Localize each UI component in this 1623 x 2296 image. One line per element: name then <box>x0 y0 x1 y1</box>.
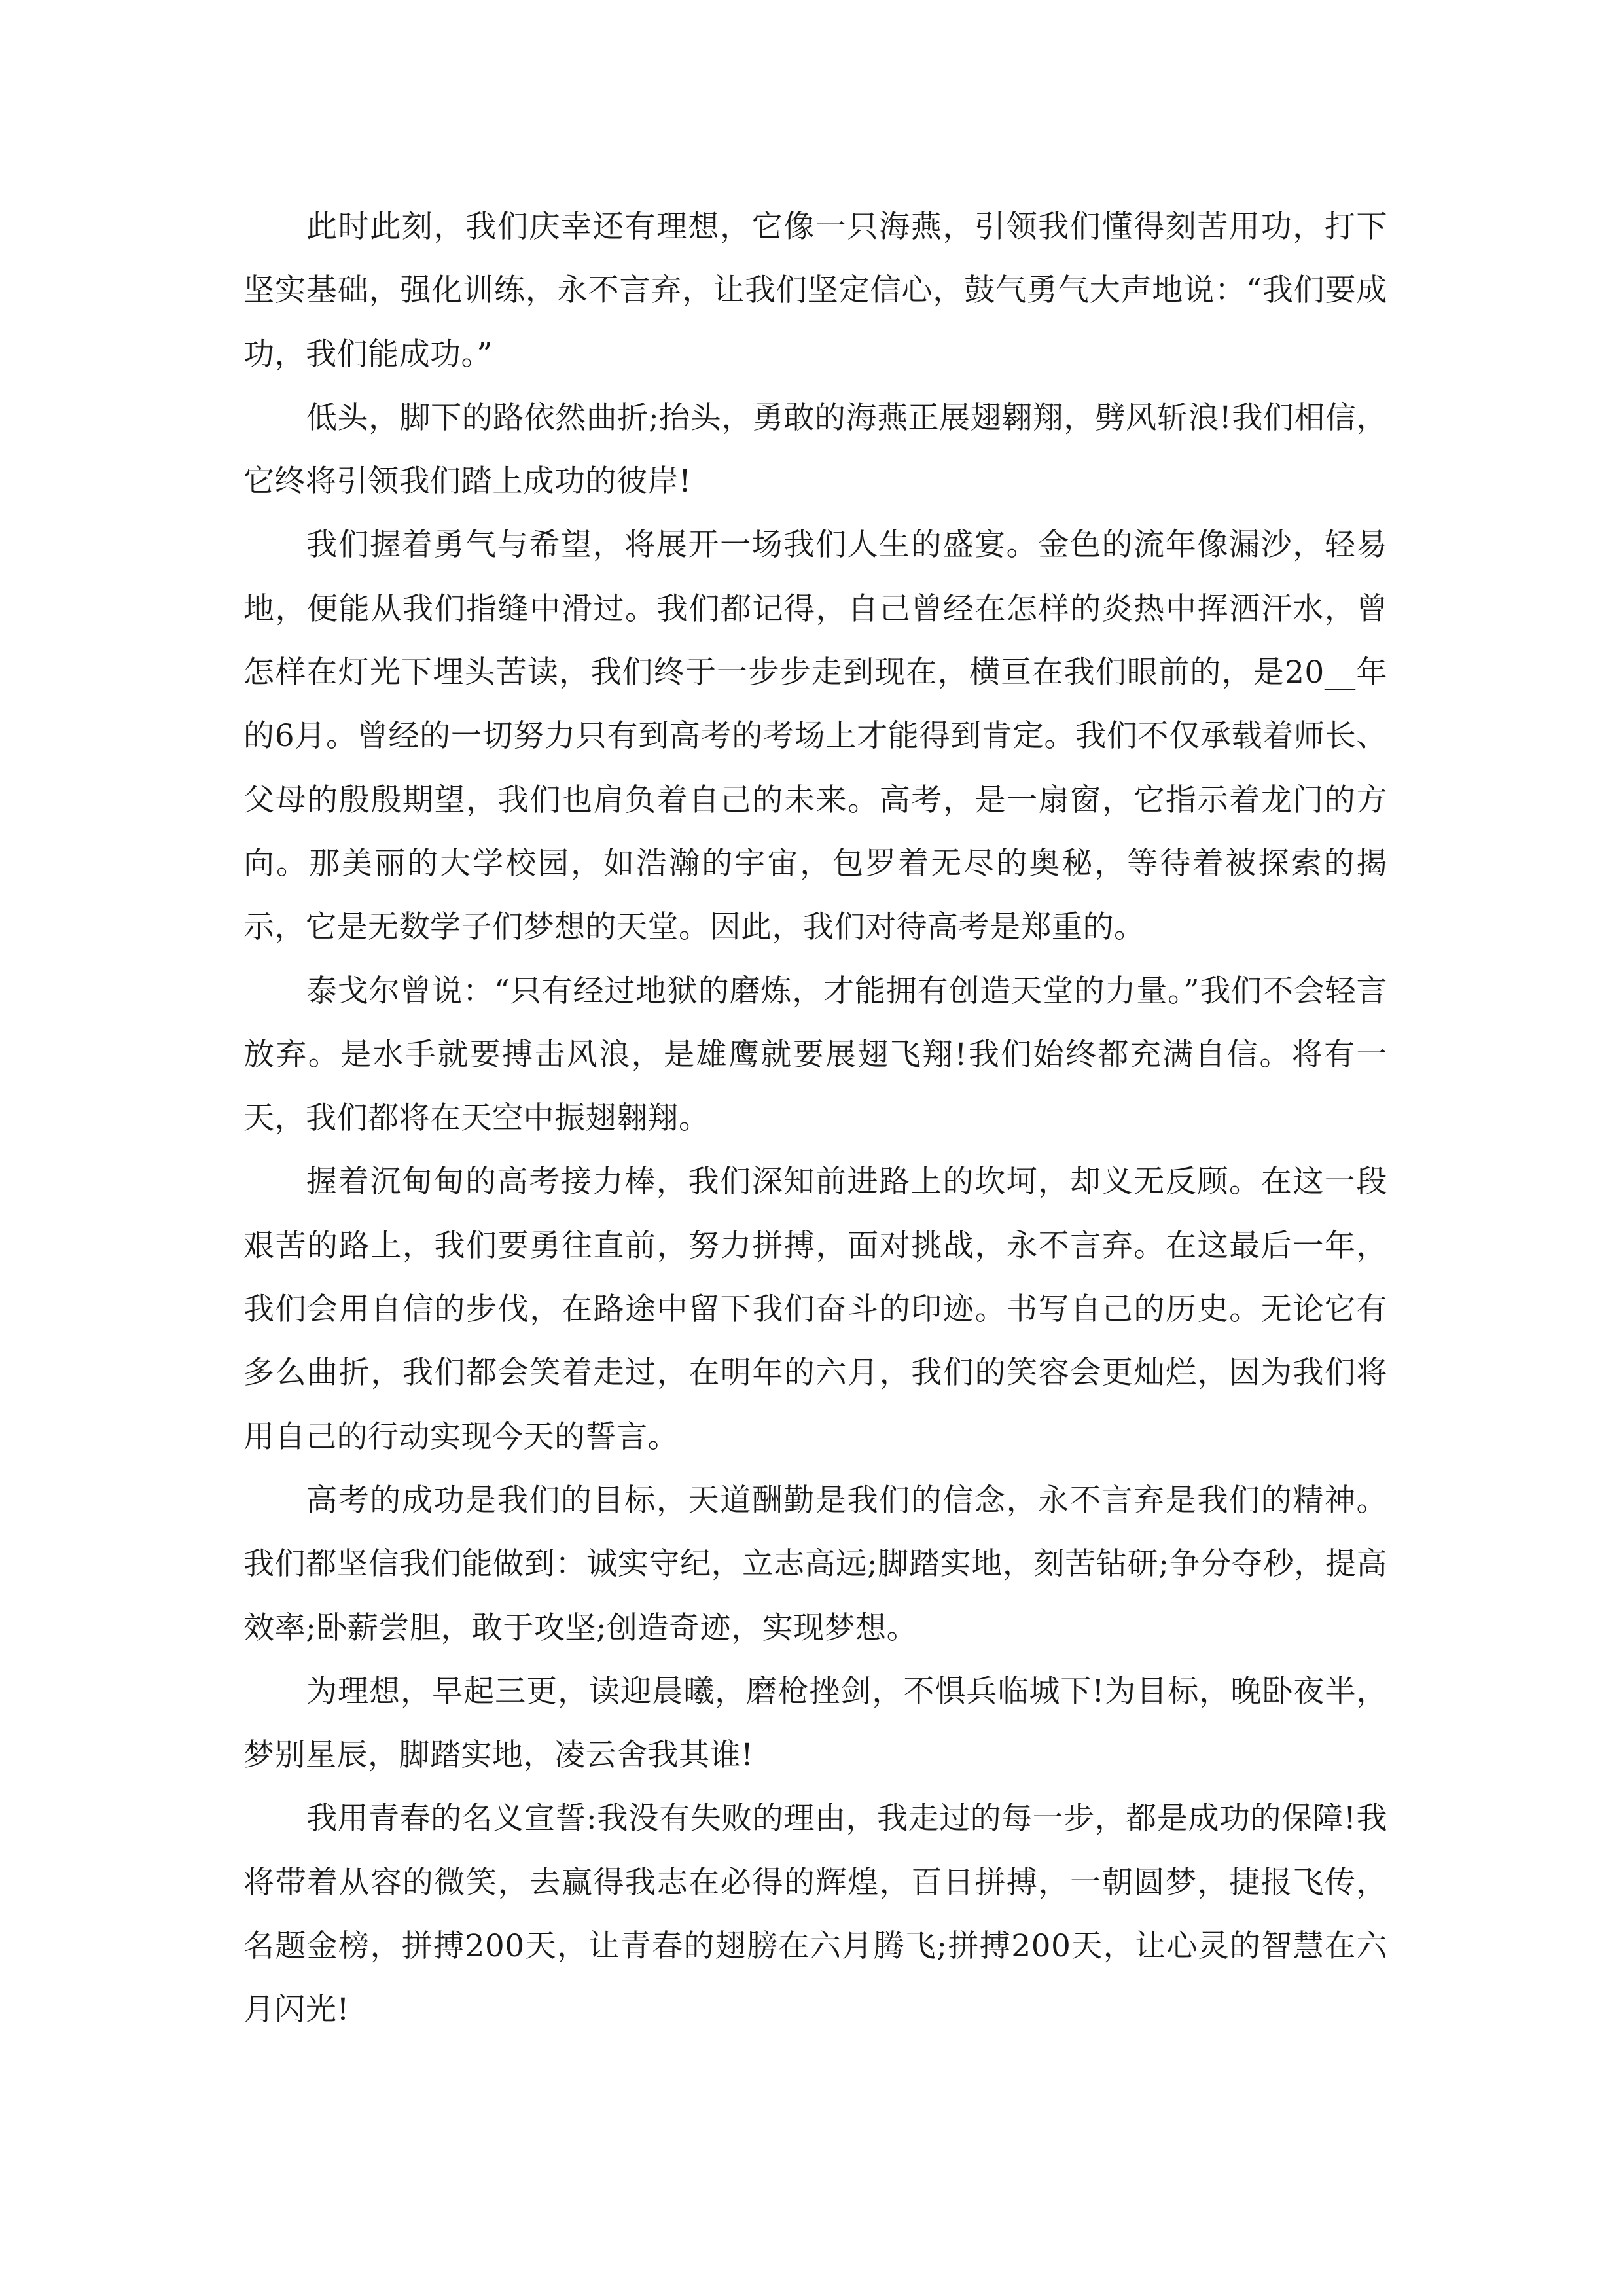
paragraph: 高考的成功是我们的目标，天道酬勤是我们的信念，永不言弃是我们的精神。我们都坚信我们能做到：诚实守纪，立志高远;脚踏实地，刻苦钻研;争分夺秒，提高效率;卧薪尝胆，敢于攻坚;创造奇迹，实现梦想。 <box>243 1482 1387 1646</box>
paragraph: 握着沉甸甸的高考接力棒，我们深知前进路上的坎坷，却义无反顾。在这一段艰苦的路上，我们要勇往直前，努力拼搏，面对挑战，永不言弃。在这最后一年，我们会用自信的步伐，在路途中留下我们奋斗的印迹。书写自己的历史。无论它有多么曲折，我们都会笑着走过，在明年的六月，我们的笑容会更灿烂，因为我们将用自己的行动实现今天的誓言。 <box>243 1164 1387 1455</box>
document-body <box>243 195 1387 2042</box>
paragraph: 此时此刻，我们庆幸还有理想，它像一只海燕，引领我们懂得刻苦用功，打下坚实基础，强化训练，永不言弃，让我们坚定信心，鼓气勇气大声地说：“我们要成功，我们能成功。” <box>243 209 1387 372</box>
paragraph: 为理想，早起三更，读迎晨曦，磨枪挫剑，不惧兵临城下!为目标，晚卧夜半，梦别星辰，脚踏实地，凌云舍我其谁! <box>243 1673 1387 1774</box>
paragraph: 我们握着勇气与希望，将展开一场我们人生的盛宴。金色的流年像漏沙，轻易地，便能从我们指缝中滑过。我们都记得，自己曾经在怎样的炎热中挥洒汗水，曾怎样在灯光下埋头苦读，我们终于一步步走到现在，横亘在我们眼前的，是20__年的6月。曾经的一切努力只有到高考的考场上才能得到肯定。我们不仅承载着师长、父母的殷殷期望，我们也肩负着自己的未来。高考，是一扇窗，它指示着龙门的方向。那美丽的大学校园，如浩瀚的宇宙，包罗着无尽的奥秘，等待着被探索的揭示，它是无数学子们梦想的天堂。因此，我们对待高考是郑重的。 <box>243 527 1387 946</box>
paragraph: 泰戈尔曾说：“只有经过地狱的磨炼，才能拥有创造天堂的力量。”我们不会轻言放弃。是水手就要搏击风浪，是雄鹰就要展翅飞翔!我们始终都充满自信。将有一天，我们都将在天空中振翅翱翔。 <box>243 973 1387 1137</box>
paragraph: 我用青春的名义宣誓:我没有失败的理由，我走过的每一步，都是成功的保障!我将带着从容的微笑，去赢得我志在必得的辉煌，百日拼搏，一朝圆梦，捷报飞传，名题金榜，拼搏200天，让青春的翅膀在六月腾飞;拼搏200天，让心灵的智慧在六月闪光! <box>243 1801 1388 2028</box>
paragraph: 低头，脚下的路依然曲折;抬头，勇敢的海燕正展翅翱翔，劈风斩浪!我们相信，它终将引领我们踏上成功的彼岸! <box>243 399 1387 500</box>
